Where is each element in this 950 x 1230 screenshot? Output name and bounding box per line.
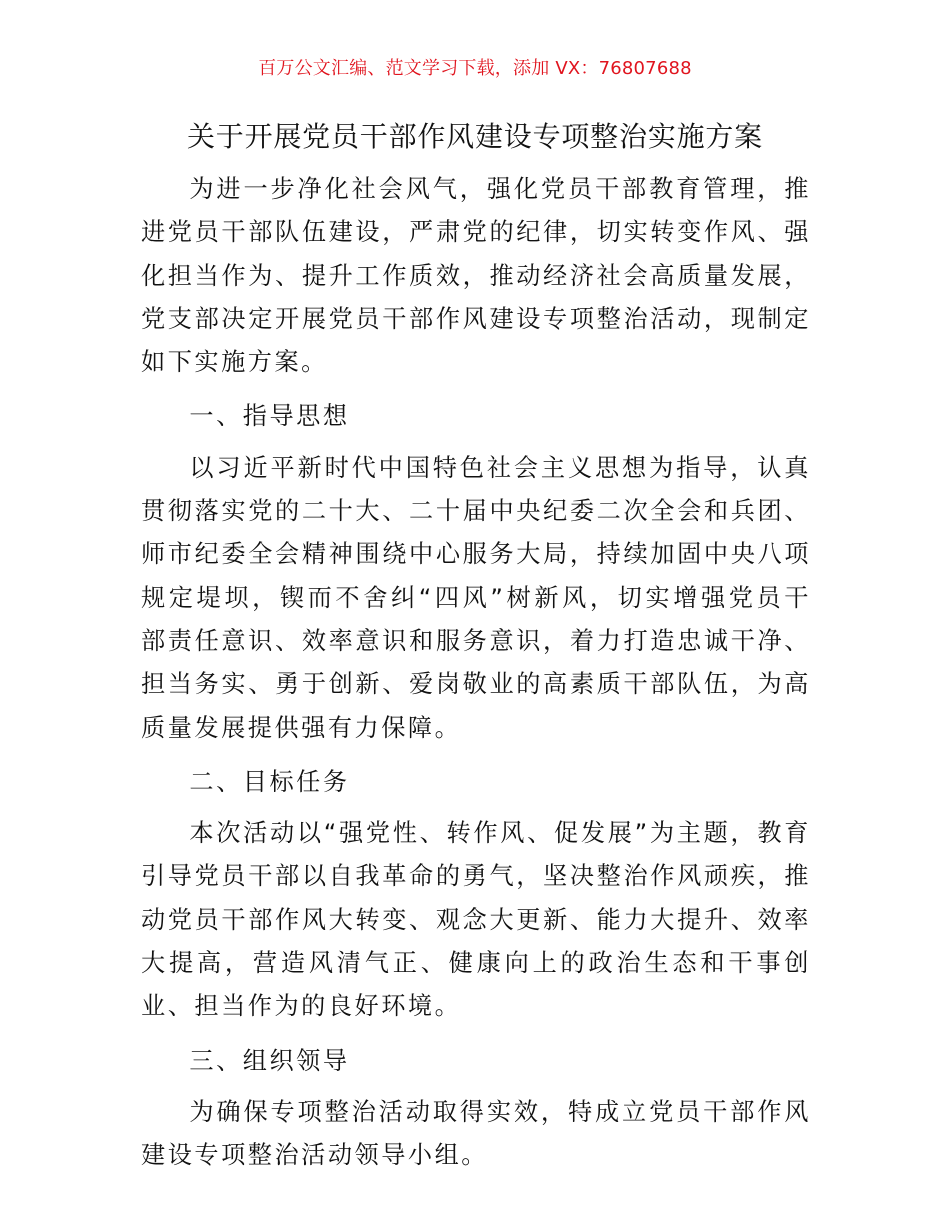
- section-heading-organization-leadership: 三、组织领导: [189, 1046, 350, 1075]
- section-heading-guiding-ideology: 一、指导思想: [189, 402, 350, 431]
- header-watermark-note: 百万公文汇编、范文学习下载，添加 VX：76807688: [258, 58, 692, 79]
- section-body-goals-tasks: 本次活动以“强党性、转作风、促发展”为主题，教育引导党员干部以自我革命的勇气，坚决整治作风顽疾，推动党员干部作风大转变、观念大更新、能力大提升、效率大提高，营造风清气正、健康向上的政治生态和干事创业、担当作为的良好环境。: [141, 819, 811, 1021]
- section-body-guiding-ideology: 以习近平新时代中国特色社会主义思想为指导，认真贯彻落实党的二十大、二十届中央纪委二次全会和兵团、师市纪委全会精神围绕中心服务大局，持续加固中央八项规定堤坝，锲而不舍纠“四风”树新风，切实增强党员干部责任意识、效率意识和服务意识，着力打造忠诚干净、担当务实、勇于创新、爱岗敬业的高素质干部队伍，为高质量发展提供强有力保障。: [141, 453, 811, 742]
- intro-paragraph: 为进一步净化社会风气，强化党员干部教育管理，推进党员干部队伍建设，严肃党的纪律，切实转变作风、强化担当作为、提升工作质效，推动经济社会高质量发展，党支部决定开展党员干部作风建设专项整治活动，现制定如下实施方案。: [141, 175, 811, 377]
- section-body-organization-leadership: 为确保专项整治活动取得实效，特成立党员干部作风建设专项整治活动领导小组。: [141, 1097, 811, 1170]
- document-title: 关于开展党员干部作风建设专项整治实施方案: [186, 120, 763, 153]
- section-heading-goals-tasks: 二、目标任务: [189, 767, 350, 796]
- document-body: [141, 168, 811, 1178]
